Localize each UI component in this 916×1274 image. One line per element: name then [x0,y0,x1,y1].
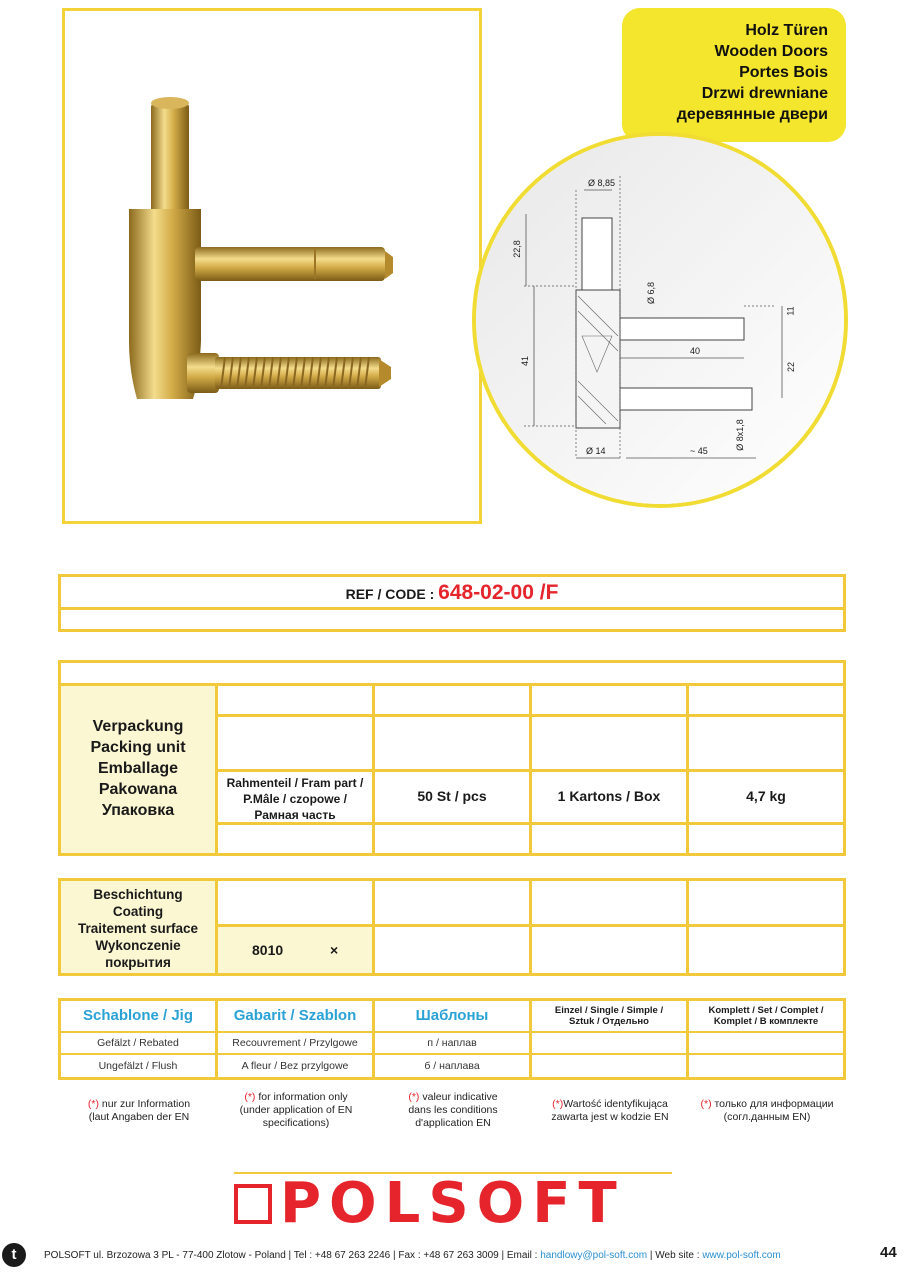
note-en-2: (under application of EN [239,1104,353,1116]
packing-label-fr: Emballage [97,760,179,777]
jig-cell [218,1055,372,1077]
jig-header-set-cell [689,1001,843,1031]
note-fr-2: dans les conditions [408,1104,498,1116]
dim-diameter-6-8: Ø 6,8 [646,281,657,305]
note-en [219,1091,373,1130]
dim-diameter-8x1-8: Ø 8x1,8 [734,419,745,451]
asterisk-marker: (*) [87,1098,100,1110]
jig-header-cell [61,1001,215,1031]
packing-cell [375,686,529,714]
coating-label-ru: покрытия [105,955,171,970]
packing-cell [218,686,372,714]
footer-contact [44,1250,781,1261]
note-de-1: (*) nur zur Information [87,1098,191,1110]
coating-label-fr: Traitement surface [77,921,199,936]
dim-approx-45: ~ 45 [690,446,708,456]
coating-cell [532,881,686,924]
coating-code: 8010 [252,942,284,958]
footer-brand-icon: t [2,1243,26,1267]
coating-cell [375,881,529,924]
jig-header-single-cell [532,1001,686,1031]
jig-header-set-1: Komplett / Set / Complet / [708,1005,824,1016]
footer-web-link[interactable]: www.pol-soft.com [702,1250,781,1261]
jig-cell [375,1033,529,1053]
coating-cell [375,927,529,973]
packing-weight-cell [689,772,843,822]
note-ru-1: (*) только для информации [700,1098,834,1110]
packing-table [58,660,846,856]
note-de-2: (laut Angaben der EN [88,1111,190,1123]
polsoft-logo [232,1171,672,1236]
product-photo-frame [62,8,482,524]
door-type-tab [622,8,846,142]
packing-label-pl: Pakowana [98,781,178,798]
jig-flush-fr-pl: A fleur / Bez przylgowe [241,1060,349,1072]
jig-rebated-fr-pl: Recouvrement / Przylgowe [232,1037,358,1049]
coating-cell [532,927,686,973]
note-en-3: specifications) [262,1117,330,1129]
coating-cell [218,881,372,924]
jig-rebated-de-en: Gefälzt / Rebated [97,1037,179,1049]
jig-flush-ru: б / наплава [424,1060,480,1072]
jig-header-cell [218,1001,372,1031]
jig-cell [61,1055,215,1077]
note-pl [533,1098,687,1124]
jig-cell [61,1033,215,1053]
packing-part-cell [218,772,372,822]
jig-cell [375,1055,529,1077]
jig-header-single-1: Einzel / Single / Simple / [554,1005,664,1016]
packing-part-line-1: Rahmenteil / Fram part / [226,776,364,790]
packing-cell [218,825,372,853]
jig-cell [532,1055,686,1077]
coating-code-cell [218,927,372,973]
jig-rebated-ru: п / наплав [427,1037,477,1049]
jig-cell [689,1055,843,1077]
coating-label-pl: Wykonczenie [95,938,181,953]
title-line-ru: деревянные двери [676,106,828,123]
footer-address: POLSOFT ul. Brzozowa 3 PL - 77-400 Zlotow - Poland | Tel : +48 67 263 2246 | Fax : +48 67 263 3009 | Email : [44,1250,541,1261]
packing-cell [532,686,686,714]
dim-11: 11 [785,306,796,316]
jig-header-cell [375,1001,529,1031]
technical-drawing [472,132,848,508]
packing-cell [532,825,686,853]
note-ru-2: (согл.данным EN) [723,1111,811,1123]
packing-cell [689,825,843,853]
hinge-photo [65,11,479,521]
asterisk-marker: (*) [700,1098,712,1110]
note-fr-3: d'application EN [415,1117,491,1129]
jig-cell [689,1033,843,1053]
title-line-en: Wooden Doors [714,43,828,60]
note-en-1: (*) for information only [244,1091,348,1103]
jig-header-set-2: Komplet / В комплекте [713,1016,819,1027]
page-number: 44 [880,1244,897,1261]
title-line-fr: Portes Bois [739,64,828,81]
note-fr [376,1091,530,1130]
packing-cell [375,825,529,853]
packing-qty-cell [375,772,529,822]
packing-cell [689,717,843,769]
jig-cell [532,1033,686,1053]
title-line-pl: Drzwi drewniane [701,85,828,102]
packing-cell [532,717,686,769]
packing-cell [218,717,372,769]
coating-cell [689,881,843,924]
asterisk-marker: (*) [408,1091,420,1103]
ref-divider [61,607,843,610]
packing-boxes-cell [532,772,686,822]
dim-diameter-8-85: Ø 8,85 [588,178,616,188]
footer-email-link[interactable]: handlowy@pol-soft.com [540,1250,648,1261]
footer-web-label: | Web site : [647,1250,703,1261]
title-line-de: Holz Türen [745,22,828,39]
jig-header-ru: Шаблоны [415,1007,489,1024]
asterisk-marker: (*) [552,1098,564,1110]
packing-boxes: 1 Kartons / Box [557,788,661,804]
packing-qty: 50 St / pcs [417,788,487,804]
note-pl-1: (*)Wartość identyfikująca [552,1098,668,1110]
ref-code-value: 648-02-00 /F [438,581,559,604]
coating-cell [689,927,843,973]
coating-mark: × [330,942,339,958]
packing-label-cell [61,686,215,853]
packing-header-row [61,663,843,683]
packing-label-en: Packing unit [90,739,186,756]
ref-code-label: REF / CODE : [345,586,439,602]
logo-wordmark: POLSOFT [280,1171,625,1236]
coating-label-en: Coating [112,904,164,919]
ref-code-line [61,581,843,605]
dim-diameter-14: Ø 14 [586,446,606,456]
packing-label-ru: Упаковка [101,802,175,819]
note-fr-1: (*) valeur indicative [408,1091,498,1103]
jig-flush-de-en: Ungefälzt / Flush [98,1060,178,1072]
packing-cell [689,686,843,714]
packing-cell [375,717,529,769]
dim-22: 22 [786,361,797,373]
jig-cell [218,1033,372,1053]
coating-table [58,878,846,976]
coating-label-cell [61,881,215,973]
logo-square-icon [234,1184,272,1224]
note-pl-2: zawarta jest w kodzie EN [551,1111,669,1123]
packing-weight: 4,7 kg [746,788,786,804]
jig-header-gabarit: Gabarit / Szablon [233,1007,357,1024]
jig-header-schablone: Schablone / Jig [82,1007,194,1024]
packing-part-line-2: P.Mâle / czopowe / [243,792,347,806]
dim-40: 40 [690,346,701,356]
asterisk-marker: (*) [244,1091,256,1103]
jig-table [58,998,846,1080]
note-ru [690,1098,844,1124]
dim-22-8: 22,8 [511,240,522,258]
ref-code-box [58,574,846,632]
coating-label-de: Beschichtung [93,887,183,902]
dim-41: 41 [520,355,531,367]
packing-label-de: Verpackung [92,718,184,735]
jig-header-single-2: Sztuk / Отдельно [569,1016,649,1027]
packing-part-line-3: Рамная часть [254,808,336,822]
note-de [62,1098,216,1124]
